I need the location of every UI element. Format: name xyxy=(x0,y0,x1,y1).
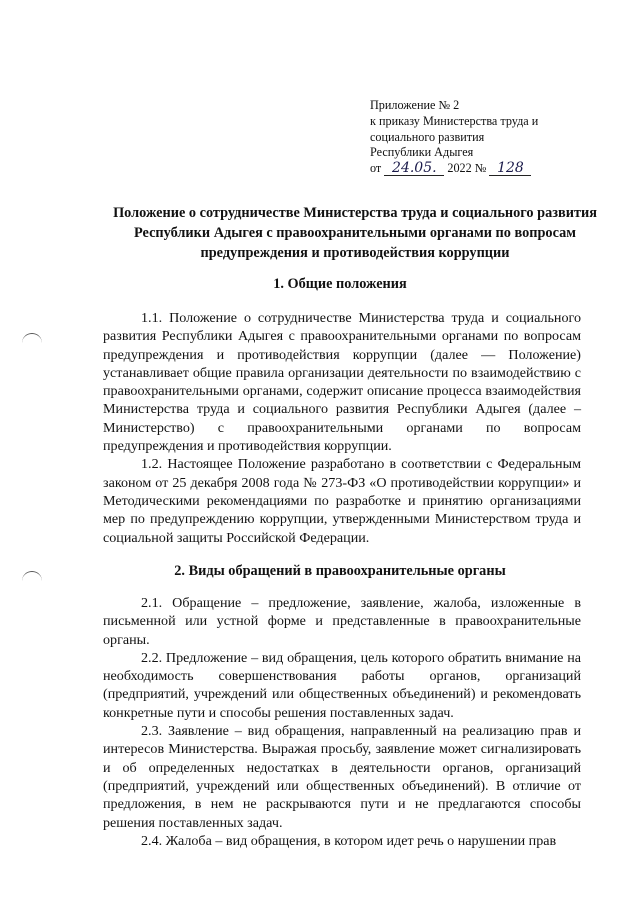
appendix-line-4: Республики Адыгея xyxy=(370,145,474,160)
order-date-handwritten: 24.05. xyxy=(384,162,444,176)
appendix-order-line xyxy=(370,161,620,177)
appendix-header xyxy=(370,98,620,177)
paragraph-2-3: 2.3. Заявление – вид обращения, направленный на реализацию прав и интересов Министерства. Выражая просьбу, заявление может сигнализировать и об определенных недостатках в деятельности органов, организаций (предприятий, учреждений или общественных объединений). В отличие от предложения, в нем не раскрываются пути и не предлагаются способы решения поставленных задач. xyxy=(103,723,581,831)
document-title: Положение о сотрудничестве Министерства труда и социального развития Республики Адыгея с правоохранительными органами по вопросам предупреждения и противодействия коррупции xyxy=(113,205,597,261)
appendix-line-3: социального развития xyxy=(370,129,485,144)
section-2-body xyxy=(103,594,581,850)
paragraph-2-4: 2.4. Жалоба – вид обращения, в котором идет речь о нарушении прав xyxy=(141,832,557,849)
order-year-number-label: 2022 № xyxy=(447,161,487,176)
paragraph-1-2: 1.2. Настоящее Положение разработано в соответствии с Федеральным законом от 25 декабря 2008 года № 273-ФЗ «О противодействии коррупции» и Методическими рекомендациями по разработке и принятию организациями мер по предупреждению коррупции, утвержденными Министерством труда и социальной защиты Российской Федерации. xyxy=(103,456,581,546)
order-number-handwritten: 128 xyxy=(489,162,531,176)
appendix-line-1: Приложение № 2 xyxy=(370,98,460,112)
section-2-heading: 2. Виды обращений в правоохранительные органы xyxy=(174,563,506,579)
section-1-heading: 1. Общие положения xyxy=(273,276,407,292)
section-1-body xyxy=(103,309,581,547)
paragraph-2-2: 2.2. Предложение – вид обращения, цель которого обратить внимание на необходимость совершенствования работы органов, организаций (предприятий, учреждений или общественных объединений) и рекомендовать конкретные пути и способы решения поставленных задач. xyxy=(103,649,581,721)
punch-hole-mark xyxy=(22,571,42,582)
order-from-prefix: от xyxy=(370,161,382,176)
appendix-line-2: к приказу Министерства труда и xyxy=(370,113,539,128)
punch-hole-mark xyxy=(22,333,42,344)
paragraph-2-1: 2.1. Обращение – предложение, заявление, жалоба, изложенные в письменной или устной форме и представленные в правоохранительные органы. xyxy=(103,595,581,648)
paragraph-1-1: 1.1. Положение о сотрудничестве Министерства труда и социального развития Республики Адыгея с правоохранительными органами по вопросам предупреждения и противодействия коррупции (далее — Положение) устанавливает общие правила организации деятельности по взаимодействию с правоохранительными органами, содержит описание процесса взаимодействия Министерства труда и социального развития Республики Адыгея (далее – Министерство) с правоохранительными органами по вопросам предупреждения и противодействия коррупции. xyxy=(103,310,581,455)
